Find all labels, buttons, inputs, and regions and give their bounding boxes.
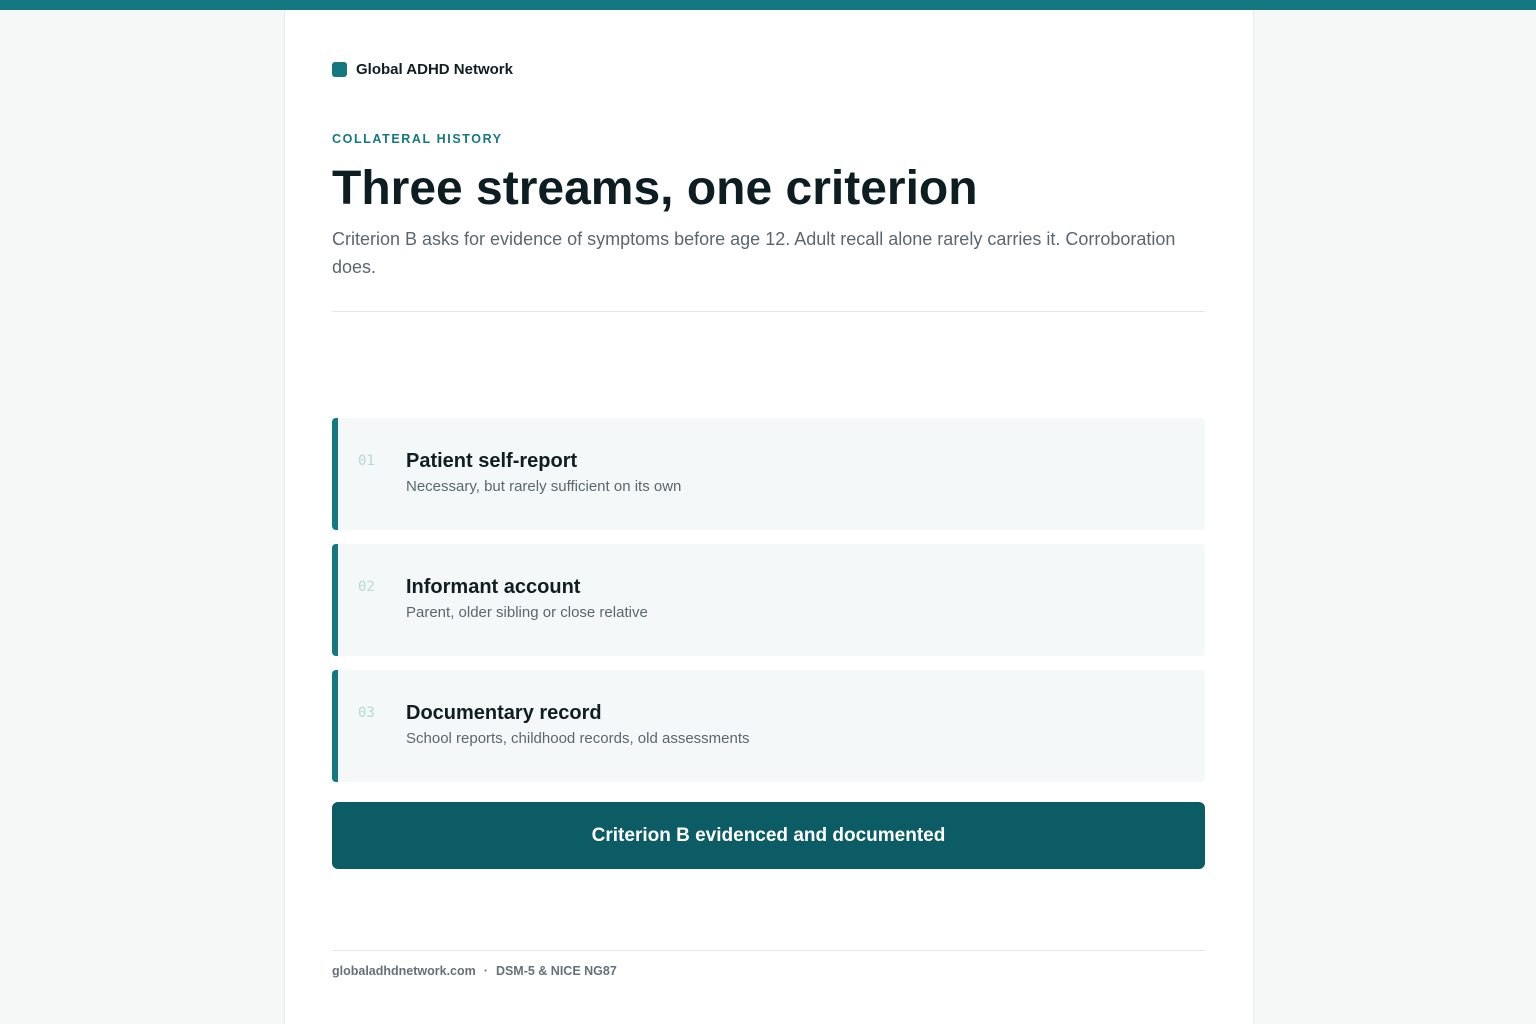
brand-name: Global ADHD Network — [356, 61, 513, 78]
page-lede: Criterion B asks for evidence of symptoms before age 12. Adult recall alone rarely carries it. Corroboration does. — [332, 229, 1176, 277]
stream-item-informant — [332, 544, 1205, 656]
footer-reference: DSM-5 & NICE NG87 — [495, 964, 617, 978]
stream-number: 01 — [358, 453, 375, 469]
stream-item-documentary — [332, 670, 1205, 782]
stream-accent-bar — [332, 670, 338, 782]
footer-divider — [332, 950, 1205, 951]
stream-title: Informant account — [406, 576, 581, 598]
section-eyebrow: COLLATERAL HISTORY — [332, 132, 503, 146]
stream-accent-bar — [332, 418, 338, 530]
stream-description: Necessary, but rarely sufficient on its own — [406, 478, 682, 495]
header-divider — [332, 311, 1205, 312]
stream-number: 03 — [358, 705, 375, 721]
stream-description: School reports, childhood records, old assessments — [406, 730, 750, 747]
top-accent-bar — [0, 0, 1536, 10]
streams-list — [332, 418, 1205, 796]
stream-title: Patient self-report — [406, 450, 578, 472]
stream-number: 02 — [358, 579, 375, 595]
page-card — [284, 10, 1254, 1024]
stream-item-self-report — [332, 418, 1205, 530]
brand[interactable] — [332, 61, 513, 78]
stream-title: Documentary record — [406, 702, 602, 724]
footer — [332, 964, 617, 978]
footer-site-link[interactable]: globaladhdnetwork.com — [332, 964, 476, 978]
footer-separator: · — [483, 964, 488, 978]
criterion-b-cta-button[interactable]: Criterion B evidenced and documented — [332, 802, 1205, 869]
page-title: Three streams, one criterion — [332, 162, 978, 215]
brand-logo-icon — [332, 62, 347, 77]
stream-description: Parent, older sibling or close relative — [406, 604, 648, 621]
stream-accent-bar — [332, 544, 338, 656]
